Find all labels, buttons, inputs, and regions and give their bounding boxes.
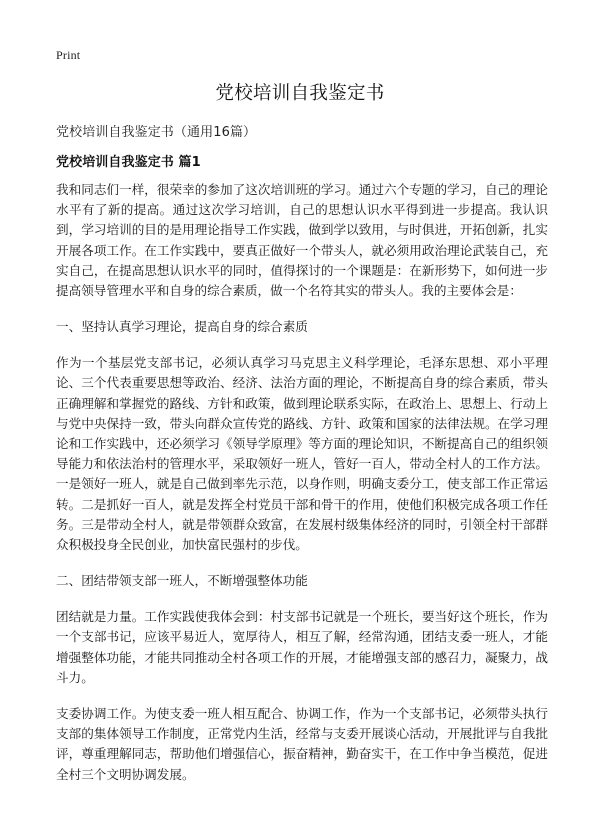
section-heading: 党校培训自我鉴定书 篇1 xyxy=(56,155,201,170)
print-label: Print xyxy=(56,48,81,62)
paragraph-coordination: 支委协调工作。为使支委一班人相互配合、协调工作，作为一个支部书记，必须带头执行支部的集体领导工作制度，正常党内生活，经常与支委开展谈心活动，开展批评与自我批评，尊重理解同志，帮助他们增强信心，振奋精神，勤奋实干，在工作中争当模范，促进全村三个文明协调发展。 xyxy=(56,706,548,782)
paragraph-unity: 团结就是力量。工作实践使我体会到：村支部书记就是一个班长，要当好这个班长，作为一个支部书记，应该平易近人，宽厚待人，相互了解，经常沟通，团结支委一班人，才能增强整体功能，才能共同推动全村各项工作的开展，才能增强支部的感召力，凝聚力，战斗力。 xyxy=(56,609,548,685)
intro-paragraph: 我和同志们一样，很荣幸的参加了这次培训班的学习。通过六个专题的学习，自己的理论水平有了新的提高。通过这次学习培训，自己的思想认识水平得到进一步提高。我认识到，学习培训的目的是用理论指导工作实践，做到学以致用，与时俱进，开拓创新，扎实开展各项工作。在工作实践中，要真正做好一个带头人，就必须用政治理论武装自己，充实自己，在提高思想认识水平的同时，值得探讨的一个课题是：在新形势下，如何进一步提高领导管理水平和自身的综合素质，做一个名符其实的带头人。我的主要体会是： xyxy=(56,182,548,299)
subheading-1: 一、坚持认真学习理论，提高自身的综合素质 xyxy=(56,319,308,335)
paragraph-theory-study: 作为一个基层党支部书记，必须认真学习马克思主义科学理论，毛泽东思想、邓小平理论、三个代表重要思想等政治、经济、法治方面的理论，不断提高自身的综合素质，带头正确理解和掌握党的路线、方针和政策，做到理论联系实际，在政治上、思想上、行动上与党中央保持一致，带头向群众宣传党的路线、方针、政策和国家的法律法规。在学习理论和工作实践中，还必须学习《领导学原理》等方面的理论知识，不断提高自己的组织领导能力和依法治村的管理水平，采取领好一班人，管好一百人，带动全村人的工作方法。一是领好一班人，就是自己做到率先示范，以身作则，明确支委分工，使支部工作正常运转。二是抓好一百人，就是发挥全村党员干部和骨干的作用，使他们积极完成各项工作任务。三是带动全村人，就是带领群众致富，在发展村级集体经济的同时，引领全村干部群众积极投身全民创业，加快富民强村的步伐。 xyxy=(56,355,548,553)
subheading-2: 二、团结带领支部一班人，不断增强整体功能 xyxy=(56,573,308,589)
document-body xyxy=(56,180,548,801)
document-title: 党校培训自我鉴定书 xyxy=(215,83,385,104)
document-subtitle: 党校培训自我鉴定书（通用16篇） xyxy=(56,125,257,140)
